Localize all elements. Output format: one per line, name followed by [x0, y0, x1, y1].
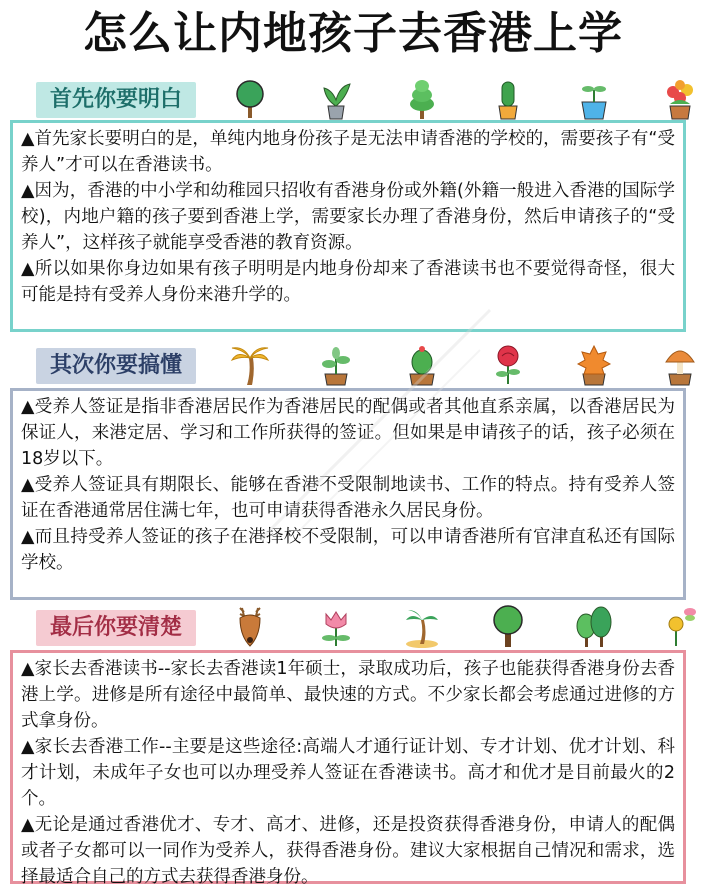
potted-cactus-icon [402, 342, 442, 386]
butterfly-flower-icon [660, 604, 700, 648]
section-header-1 [0, 76, 706, 120]
section-header-2 [0, 342, 706, 386]
autumn-leaf-pot-icon [574, 342, 614, 386]
oak-tree-icon [488, 604, 528, 648]
icon-row-3 [230, 604, 700, 648]
tulip-icon [316, 604, 356, 648]
page-title: 怎么让内地孩子去香港上学 [83, 8, 623, 59]
paragraph: ▲受养人签证具有期限长、能够在香港不受限制地读书、工作的特点。持有受养人签证在香港通常居住满七年，也可申请获得香港永久居民身份。 [21, 475, 675, 521]
paragraph: ▲因为，香港的中小学和幼稚园只招收有香港身份或外籍(外籍一般进入香港的国际学校)，内地户籍的孩子要到香港上学，需要家长办理了香港身份，然后申请孩子的“受养人”，这样孩子就能享受香港的教育资源。 [21, 181, 675, 253]
icon-row-1 [230, 76, 700, 120]
paragraph: ▲所以如果你身边如果有孩子明明是内地身份却来了香港读书也不要觉得奇怪，很大可能是持有受养人身份来港升学的。 [21, 259, 675, 305]
sprout-pot-icon [574, 76, 614, 120]
palm-tree-icon [230, 342, 270, 386]
round-tree-icon [230, 76, 270, 120]
deer-icon [230, 604, 270, 648]
paragraph: ▲受养人签证是指非香港居民作为香港居民的配偶或者其他直系亲属，以香港居民为保证人，来港定居、学习和工作所获得的签证。但如果是申请孩子的话，孩子必须在18岁以下。 [21, 397, 675, 469]
paragraph: ▲家长去香港工作--主要是这些途径:高端人才通行证计划、专才计划、优才计划、科才计划，未成年子女也可以办理受养人签证在香港读书。高才和优才是目前最火的2个。 [21, 737, 675, 809]
section-box-3 [10, 650, 686, 887]
twin-trees-icon [574, 604, 614, 648]
mushroom-pot-icon [660, 342, 700, 386]
paragraph: ▲而且持受养人签证的孩子在港择校不受限制，可以申请香港所有官津直私还有国际学校。 [21, 527, 675, 573]
paragraph: ▲无论是通过香港优才、专才、高才、进修，还是投资获得香港身份，申请人的配偶或者子女都可以一同作为受养人，获得香港身份。建议大家根据自己情况和需求，选择最适合自己的方式去获得香港身份。 [21, 815, 675, 887]
rose-icon [488, 342, 528, 386]
flower-pot-icon [660, 76, 700, 120]
section-label-3: 最后你要清楚 [36, 610, 196, 646]
cactus-pot-icon [488, 76, 528, 120]
paragraph: ▲首先家长要明白的是，单纯内地身份孩子是无法申请香港的学校的，需要孩子有“受养人”才可以在香港读书。 [21, 129, 675, 175]
icon-row-2 [230, 342, 700, 386]
potted-plant-icon [316, 342, 356, 386]
island-palm-icon [402, 604, 442, 648]
section-label-1: 首先你要明白 [36, 82, 196, 118]
section-label-2: 其次你要搞懂 [36, 348, 196, 384]
pine-tree-icon [402, 76, 442, 120]
section-box-1 [10, 120, 686, 332]
section-box-2 [10, 388, 686, 600]
section-header-3 [0, 604, 706, 648]
paragraph: ▲家长去香港读书--家长去香港读1年硕士，录取成功后，孩子也能获得香港身份去香港上学。进修是所有途径中最简单、最快速的方式。不少家长都会考虑通过进修的方式拿身份。 [21, 659, 675, 731]
potted-shrub-icon [316, 76, 356, 120]
